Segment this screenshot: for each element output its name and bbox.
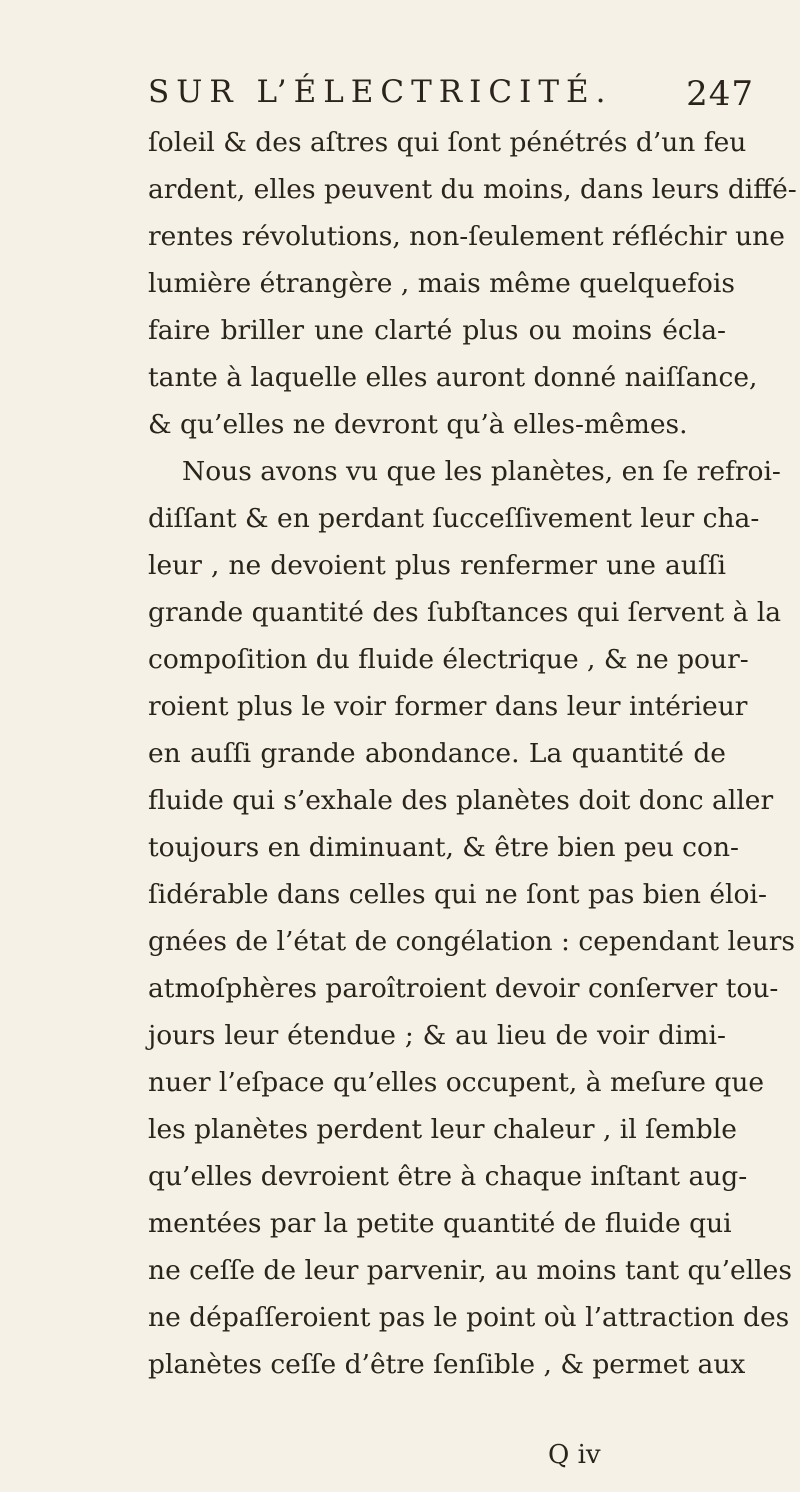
- text-line: & qu’elles ne devront qu’à elles-mêmes.: [148, 409, 688, 440]
- text-line: tante à laquelle elles auront donné naiſſance,: [148, 362, 758, 393]
- text-line: gnées de l’état de congélation : cependant leurs: [148, 926, 795, 957]
- text-line: les planètes perdent leur chaleur , il ſemble: [148, 1114, 737, 1145]
- text-line: ardent, elles peuvent du moins, dans leurs diffé-: [148, 174, 797, 205]
- text-line: fluide qui s’exhale des planètes doit donc aller: [148, 785, 774, 816]
- text-line: planètes ceſſe d’être ſenſible , & permet aux: [148, 1349, 746, 1380]
- text-line: qu’elles devroient être à chaque inſtant aug-: [148, 1161, 748, 1192]
- text-line: atmoſphères paroîtroient devoir conſerver tou-: [148, 973, 779, 1004]
- text-line: grande quantité des ſubſtances qui ſervent à la: [148, 597, 782, 628]
- text-line: leur , ne devoient plus renfermer une auſſi: [148, 550, 726, 581]
- text-line: ne dépaſſeroient pas le point où l’attraction des: [148, 1302, 790, 1333]
- text-line: Nous avons vu que les planètes, en ſe refroi-: [182, 456, 781, 487]
- running-title: SUR L’ÉLECTRICITÉ.: [148, 74, 613, 110]
- text-line: jours leur étendue ; & au lieu de voir dimi-: [148, 1020, 726, 1051]
- text-line: nuer l’eſpace qu’elles occupent, à meſure que: [148, 1067, 765, 1098]
- text-line: compoſition du fluide électrique , & ne pour-: [148, 644, 749, 675]
- text-line: rentes révolutions, non-ſeulement réfléchir une: [148, 221, 785, 252]
- running-head: [148, 68, 758, 118]
- text-line: ſidérable dans celles qui ne ſont pas bien éloi-: [148, 879, 767, 910]
- text-line: mentées par la petite quantité de fluide qui: [148, 1208, 732, 1239]
- text-line: faire briller une clarté plus ou moins écla-: [148, 315, 726, 346]
- page-number: 247: [686, 74, 754, 114]
- text-line: diſſant & en perdant ſucceſſivement leur cha-: [148, 503, 760, 534]
- text-line: toujours en diminuant, & être bien peu con-: [148, 832, 739, 863]
- text-line: ſoleil & des aſtres qui ſont pénétrés d’un feu: [148, 127, 747, 158]
- text-line: lumière étrangère , mais même quelquefois: [148, 268, 735, 299]
- text-line: ne ceſſe de leur parvenir, au moins tant qu’elles: [148, 1255, 792, 1286]
- text-line: en auſſi grande abondance. La quantité de: [148, 738, 726, 769]
- signature-mark: Q iv: [548, 1440, 601, 1470]
- text-line: roient plus le voir former dans leur intérieur: [148, 691, 748, 722]
